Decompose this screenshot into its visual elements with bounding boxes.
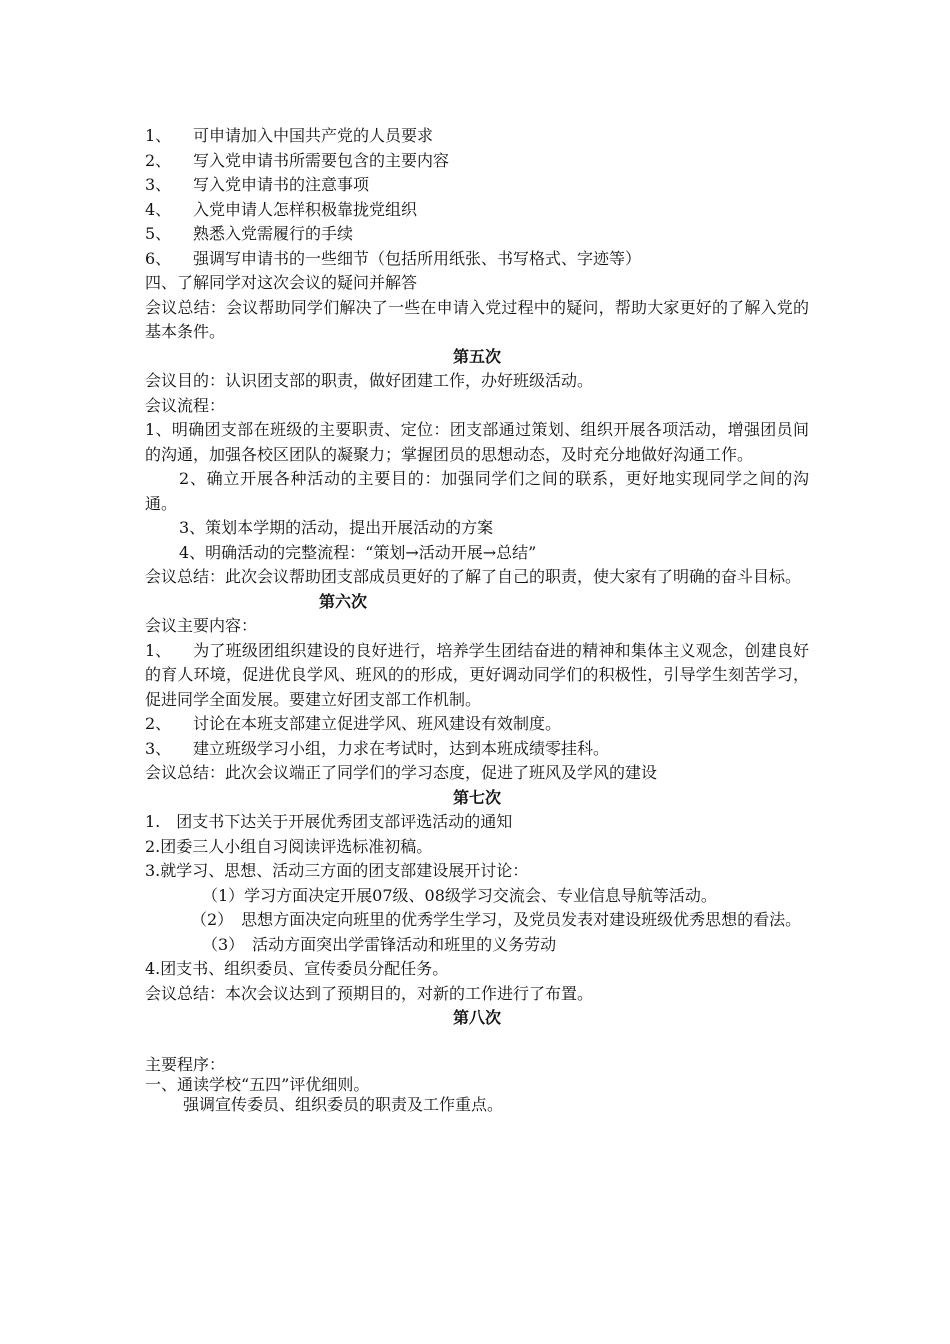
s4-list <box>145 124 809 271</box>
s4-item-1: 1、 可申请加入中国共产党的人员要求 <box>145 126 434 145</box>
s5-purpose: 会议目的：认识团支部的职责，做好团建工作，办好班级活动。 <box>145 371 594 390</box>
s4-point-4: 四、了解同学对这次会议的疑问并解答 <box>145 273 418 292</box>
s7-sub-3: （3） 活动方面突出学雷锋活动和班里的义务劳动 <box>202 934 557 954</box>
s7-item-4: 4.团支书、组织委员、宣传委员分配任务。 <box>145 959 449 978</box>
s7-title: 第七次 <box>452 787 501 807</box>
s7-item-3: 3.就学习、思想、活动三方面的团支部建设展开讨论： <box>145 861 529 880</box>
s7-sub-2: （2） 思想方面决定向班里的优秀学生学习，及党员发表对建设班级优秀思想的看法。 <box>191 910 802 929</box>
s8-procedure-label: 主要程序： <box>145 1054 226 1074</box>
s5-step-1: 1、明确团支部在班级的主要职责、定位：团支部通过策划、组织开展各项活动，增强团员间的沟通，加强各校区团队的凝聚力；掌握团员的思想动态，及时充分地做好沟通工作。 <box>145 420 809 464</box>
s4-item-2: 2、 写入党申请书所需要包含的主要内容 <box>145 150 450 170</box>
s6-item-2: 2、 讨论在本班支部建立促进学风、班风建设有效制度。 <box>145 714 562 733</box>
s5-summary: 会议总结：此次会议帮助团支部成员更好的了解了自己的职责，使大家有了明确的奋斗目标。 <box>145 567 802 586</box>
s8-point-1: 一、通读学校“五四”评优细则。 <box>145 1074 370 1094</box>
s5-step-3: 3、策划本学期的活动，提出开展活动的方案 <box>179 518 494 537</box>
s6-title: 第六次 <box>319 591 368 611</box>
s4-item-6: 6、 强调写申请书的一些细节（包括所用纸张、书写格式、字迹等） <box>145 248 642 268</box>
s8-title: 第八次 <box>452 1008 501 1027</box>
s5-step-2: 2、确立开展各种活动的主要目的：加强同学们之间的联系，更好地实现同学之间的沟通。 <box>145 469 809 513</box>
s6-item-3: 3、 建立班级学习小组，力求在考试时，达到本班成绩零挂科。 <box>145 738 610 758</box>
s7-summary: 会议总结：本次会议达到了预期目的，对新的工作进行了布置。 <box>145 983 594 1003</box>
s8-point-2: 强调宣传委员、组织委员的职责及工作重点。 <box>183 1094 504 1114</box>
s4-item-4: 4、 入党申请人怎样积极靠拢党组织 <box>145 199 418 219</box>
s4-item-5: 5、 熟悉入党需履行的手续 <box>145 224 354 243</box>
s5-step-4: 4、明确活动的完整流程：“策划→活动开展→总结” <box>179 542 537 562</box>
s6-content-label: 会议主要内容： <box>145 616 258 635</box>
s4-summary: 会议总结：会议帮助同学们解决了一些在申请入党过程中的疑问，帮助大家更好的了解入党的基本条件。 <box>145 297 809 341</box>
s4-item-3: 3、 写入党申请书的注意事项 <box>145 175 370 194</box>
s5-flow-label: 会议流程： <box>145 395 226 415</box>
document-body <box>145 124 809 1115</box>
s6-item-1: 1、 为了班级团组织建设的良好进行，培养学生团结奋进的精神和集体主义观念，创建良好的育人环境，促进优良学风、班风的的形成，更好调动同学们的积极性，引导学生刻苦学习，促进同学全面发展。要建立好团支部工作机制。 <box>145 640 809 709</box>
s5-title: 第五次 <box>452 346 501 366</box>
s7-sub-1: （1）学习方面决定开展07级、08级学习交流会、专业信息导航等活动。 <box>202 885 717 905</box>
s6-summary: 会议总结：此次会议端正了同学们的学习态度，促进了班风及学风的建设 <box>145 763 658 782</box>
s7-item-1: 1. 团支书下达关于开展优秀团支部评选活动的通知 <box>145 812 513 831</box>
s7-item-2: 2.团委三人小组自习阅读评选标准初稿。 <box>145 836 433 856</box>
s8-spacer <box>145 1031 809 1055</box>
